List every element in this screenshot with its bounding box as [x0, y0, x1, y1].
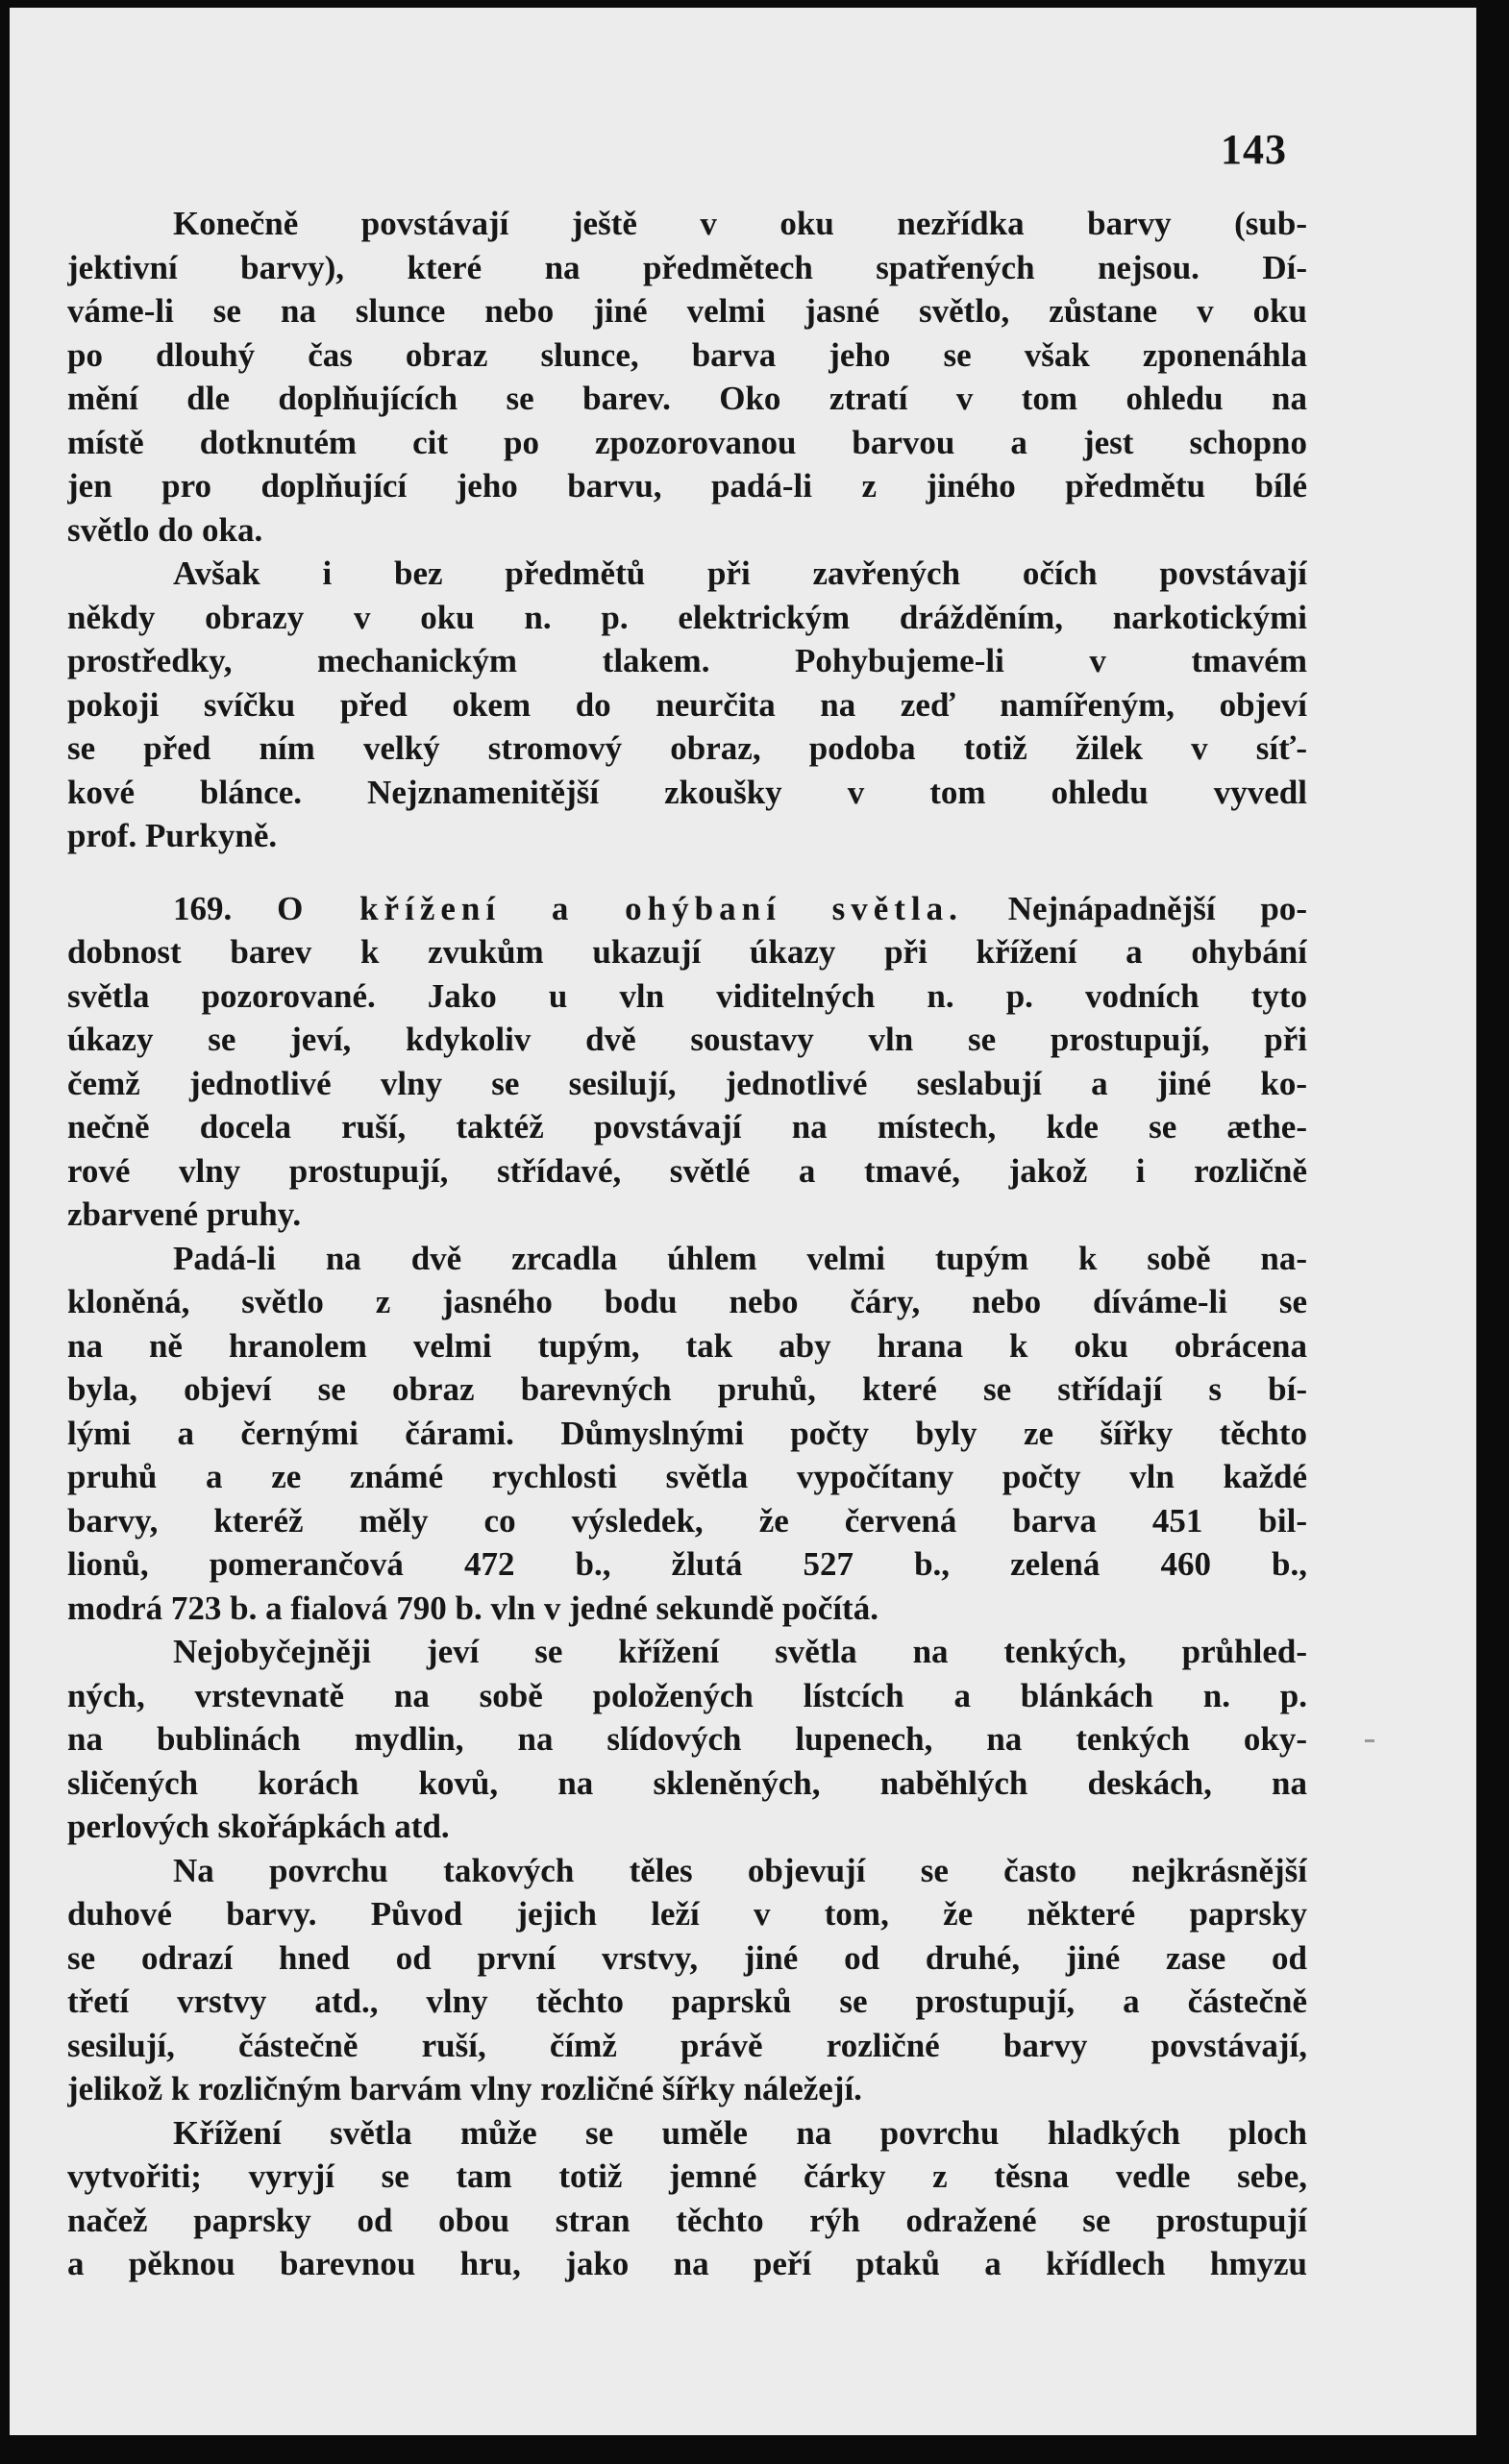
text-line: rové vlny prostupují, střídavé, světlé a tmavé, jakož i rozličně: [67, 1151, 1307, 1190]
text-line: perlových skořápkách atd.: [67, 1808, 450, 1845]
text-line: čemž jednotlivé vlny se sesilují, jednotlivé seslabují a jiné ko-: [67, 1064, 1307, 1102]
text-line: se odrazí hned od první vrstvy, jiné od druhé, jiné zase od: [67, 1938, 1307, 1977]
section-heading-line: [67, 887, 1307, 931]
section-title: O křížení a ohýbaní světla.: [277, 889, 963, 927]
text-line: sličených korách kovů, na skleněných, naběhlých deskách, na: [67, 1763, 1307, 1802]
text-line: Padá-li na dvě zrcadla úhlem velmi tupým k sobě na-: [173, 1239, 1307, 1277]
scan-border-top: [0, 0, 1509, 8]
text-line: jektivní barvy), které na předmětech spatřených nejsou. Dí-: [67, 248, 1307, 286]
text-line: pokoji svíčku před okem do neurčita na zeď namířeným, objeví: [67, 685, 1307, 724]
text-line: Nejobyčejněji jeví se křížení světla na tenkých, průhled-: [173, 1633, 1307, 1670]
text-line: načež paprsky od obou stran těchto rýh odražené se prostupují: [67, 2201, 1307, 2239]
text-line: světla pozorované. Jako u vln viditelných n. p. vodních tyto: [67, 976, 1307, 1015]
scan-border-bottom: [0, 2435, 1509, 2464]
text-line: prof. Purkyně.: [67, 817, 278, 854]
text-line: duhové barvy. Původ jejich leží v tom, že některé paprsky: [67, 1895, 1307, 1933]
text-line: sesilují, částečně ruší, čímž právě rozličné barvy povstávají,: [67, 2026, 1307, 2064]
text-line: prostředky, mechanickým tlakem. Pohybujeme-li v tmavém: [67, 642, 1307, 679]
text-line: dobnost barev k zvukům ukazují úkazy při křížení a ohybání: [67, 933, 1307, 971]
text-line: na ně hranolem velmi tupým, tak aby hrana k oku obrácena: [67, 1326, 1307, 1365]
paragraph: [67, 1849, 1307, 2111]
text-line: váme-li se na slunce nebo jiné velmi jasné světlo, zůstane v oku: [67, 292, 1307, 330]
text-run: Nejnápadnější po-: [1007, 889, 1307, 927]
text-line: jelikož k rozličným barvám vlny rozličné šířky náležejí.: [67, 2070, 862, 2107]
text-line: Avšak i bez předmětů při zavřených očích povstávají: [173, 554, 1307, 592]
paragraph: [67, 2111, 1307, 2286]
text-line: místě dotknutém cit po zpozorovanou barvou a jest schopno: [67, 423, 1307, 461]
paragraph: [67, 202, 1307, 552]
section: [67, 887, 1307, 1237]
text-line: světlo do oka.: [67, 510, 263, 549]
text-line: někdy obrazy v oku n. p. elektrickým drážděním, narkotickými: [67, 598, 1307, 636]
text-line: se před ním velký stromový obraz, podoba totiž žilek v síť-: [67, 729, 1307, 767]
text-line: kové blánce. Nejznamenitější zkoušky v tom ohledu vyvedl: [67, 773, 1307, 811]
text-line: Křížení světla může se uměle na povrchu hladkých ploch: [173, 2113, 1307, 2152]
text-line: na bublinách mydlin, na slídových lupenech, na tenkých oky-: [67, 1720, 1307, 1758]
text-line: třetí vrstvy atd., vlny těchto paprsků se prostupují, a částečně: [67, 1983, 1307, 2020]
text-line: vytvořiti; vyryjí se tam totiž jemné čárky z těsna vedle sebe,: [67, 2157, 1307, 2195]
text-line: pruhů a ze známé rychlosti světla vypočítany počty vln každé: [67, 1458, 1307, 1495]
text-line: nečně docela ruší, taktéž povstávají na místech, kde se æthe-: [67, 1108, 1307, 1146]
text-line: barvy, kteréž měly co výsledek, že červená barva 451 bil-: [67, 1501, 1307, 1540]
page-number: 143: [1221, 126, 1287, 173]
text-line: byla, objeví se obraz barevných pruhů, které se střídají s bí-: [67, 1370, 1307, 1408]
text-line: ných, vrstevnatě na sobě položených lístcích a blánkách n. p.: [67, 1676, 1307, 1714]
scan-border-right: [1476, 0, 1509, 2464]
text-line: kloněná, světlo z jasného bodu nebo čáry, nebo díváme-li se: [67, 1283, 1307, 1320]
text-line: po dlouhý čas obraz slunce, barva jeho se však zponenáhla: [67, 335, 1307, 374]
paragraph: [67, 1237, 1307, 1631]
section-gap: [67, 858, 1307, 887]
text-line: zbarvené pruhy.: [67, 1195, 302, 1233]
text-line: modrá 723 b. a fialová 790 b. vln v jedné sekundě počítá.: [67, 1589, 878, 1627]
text-line: lionů, pomerančová 472 b., žlutá 527 b., zelená 460 b.,: [67, 1545, 1307, 1583]
text-line: Na povrchu takových těles objevují se často nejkrásnější: [173, 1851, 1307, 1889]
section-number: 169.: [173, 889, 233, 927]
body-text: [67, 202, 1307, 2286]
text-line: lými a černými čárami. Důmyslnými počty byly ze šířky těchto: [67, 1414, 1307, 1452]
scan-speck: [1365, 1739, 1374, 1742]
text-line: úkazy se jeví, kdykoliv dvě soustavy vln se prostupují, při: [67, 1021, 1307, 1058]
text-line: a pěknou barevnou hru, jako na peří ptaků a křídlech hmyzu: [67, 2245, 1307, 2282]
text-line: jen pro doplňující jeho barvu, padá-li z jiného předmětu bílé: [67, 467, 1307, 505]
scan-border-left: [0, 0, 10, 2464]
text-line: mění dle doplňujících se barev. Oko ztratí v tom ohledu na: [67, 380, 1307, 417]
paragraph: [67, 1630, 1307, 1849]
paragraph: [67, 552, 1307, 858]
text-line: Konečně povstávají ještě v oku nezřídka barvy (sub-: [173, 205, 1307, 242]
